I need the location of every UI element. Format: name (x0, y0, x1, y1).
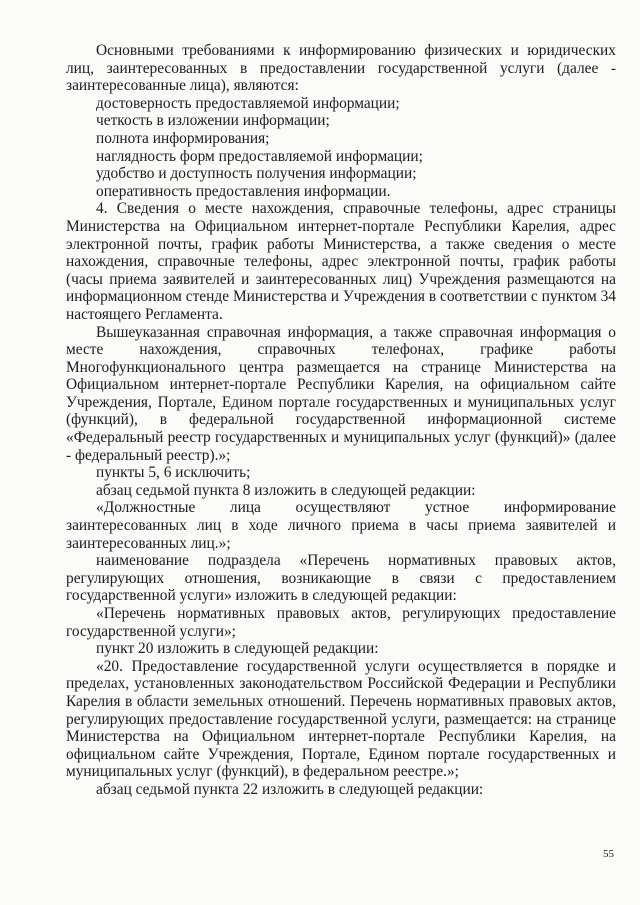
paragraph: «Должностные лица осуществляют устное информирование заинтересованных лиц в ходе личного приема в часы приема заявителей и заинтересованных лиц.»; (66, 499, 616, 552)
page-number: 55 (603, 848, 614, 860)
paragraph: «20. Предоставление государственной услуги осуществляется в порядке и пределах, установленных законодательством Российской Федерации и Республики Карелия в области земельных отношений. Перечень нормативных правовых актов, регулирующих предоставление государственной услуги, размещается: на странице Министерства на Официальном интернет-портале Республики Карелия, на официальном сайте Учреждения, Портале, Едином портале государственных и муниципальных услуг (функций), в федеральном реестре.»; (66, 657, 616, 781)
list-item: достоверность предоставляемой информации; (96, 94, 400, 112)
list-item: оперативность предоставления информации. (96, 182, 391, 200)
list-item: наглядность форм предоставляемой информации; (96, 147, 423, 165)
paragraph: Основными требованиями к информированию физических и юридических лиц, заинтересованных в предоставлении государственной услуги (далее - заинтересованные лица), являются: (66, 42, 616, 95)
paragraph: Вышеуказанная справочная информация, а также справочная информация о месте нахождения, справочных телефонах, графике работы Многофункционального центра размещается на странице Министерства на Официальном интернет-портале Республики Карелия, на официальном сайте Учреждения, Портале, Едином портале государственных и муниципальных услуг (функций), в федеральной государственной информационной системе «Федеральный реестр государственных и муниципальных услуг (функций)» (далее - федеральный реестр).»; (66, 323, 616, 464)
list-item: четкость в изложении информации; (96, 112, 330, 130)
paragraph: «Перечень нормативных правовых актов, регулирующих предоставление государственной услуги»; (66, 605, 616, 640)
document-body (66, 42, 616, 799)
paragraph: пункты 5, 6 исключить; (96, 464, 251, 482)
list-item: полнота информирования; (96, 129, 270, 147)
paragraph: абзац седьмой пункта 22 изложить в следующей редакции: (96, 780, 484, 798)
paragraph: 4. Сведения о месте нахождения, справочные телефоны, адрес страницы Министерства на Официальном интернет-портале Республики Карелия, адрес электронной почты, график работы Министерства, а также сведения о месте нахождения, справочные телефоны, адрес электронной почты, график работы (часы приема заявителей и заинтересованных лиц) Учреждения размещаются на информационном стенде Министерства и Учреждения в соответствии с пунктом 34 настоящего Регламента. (66, 200, 616, 323)
paragraph: абзац седьмой пункта 8 изложить в следующей редакции: (96, 481, 476, 499)
list-item: удобство и доступность получения информации; (96, 165, 417, 183)
paragraph: наименование подраздела «Перечень нормативных правовых актов, регулирующих отношения, возникающие в связи с предоставлением государственной услуги» изложить в следующей редакции: (66, 552, 616, 605)
paragraph: пункт 20 изложить в следующей редакции: (96, 640, 379, 658)
